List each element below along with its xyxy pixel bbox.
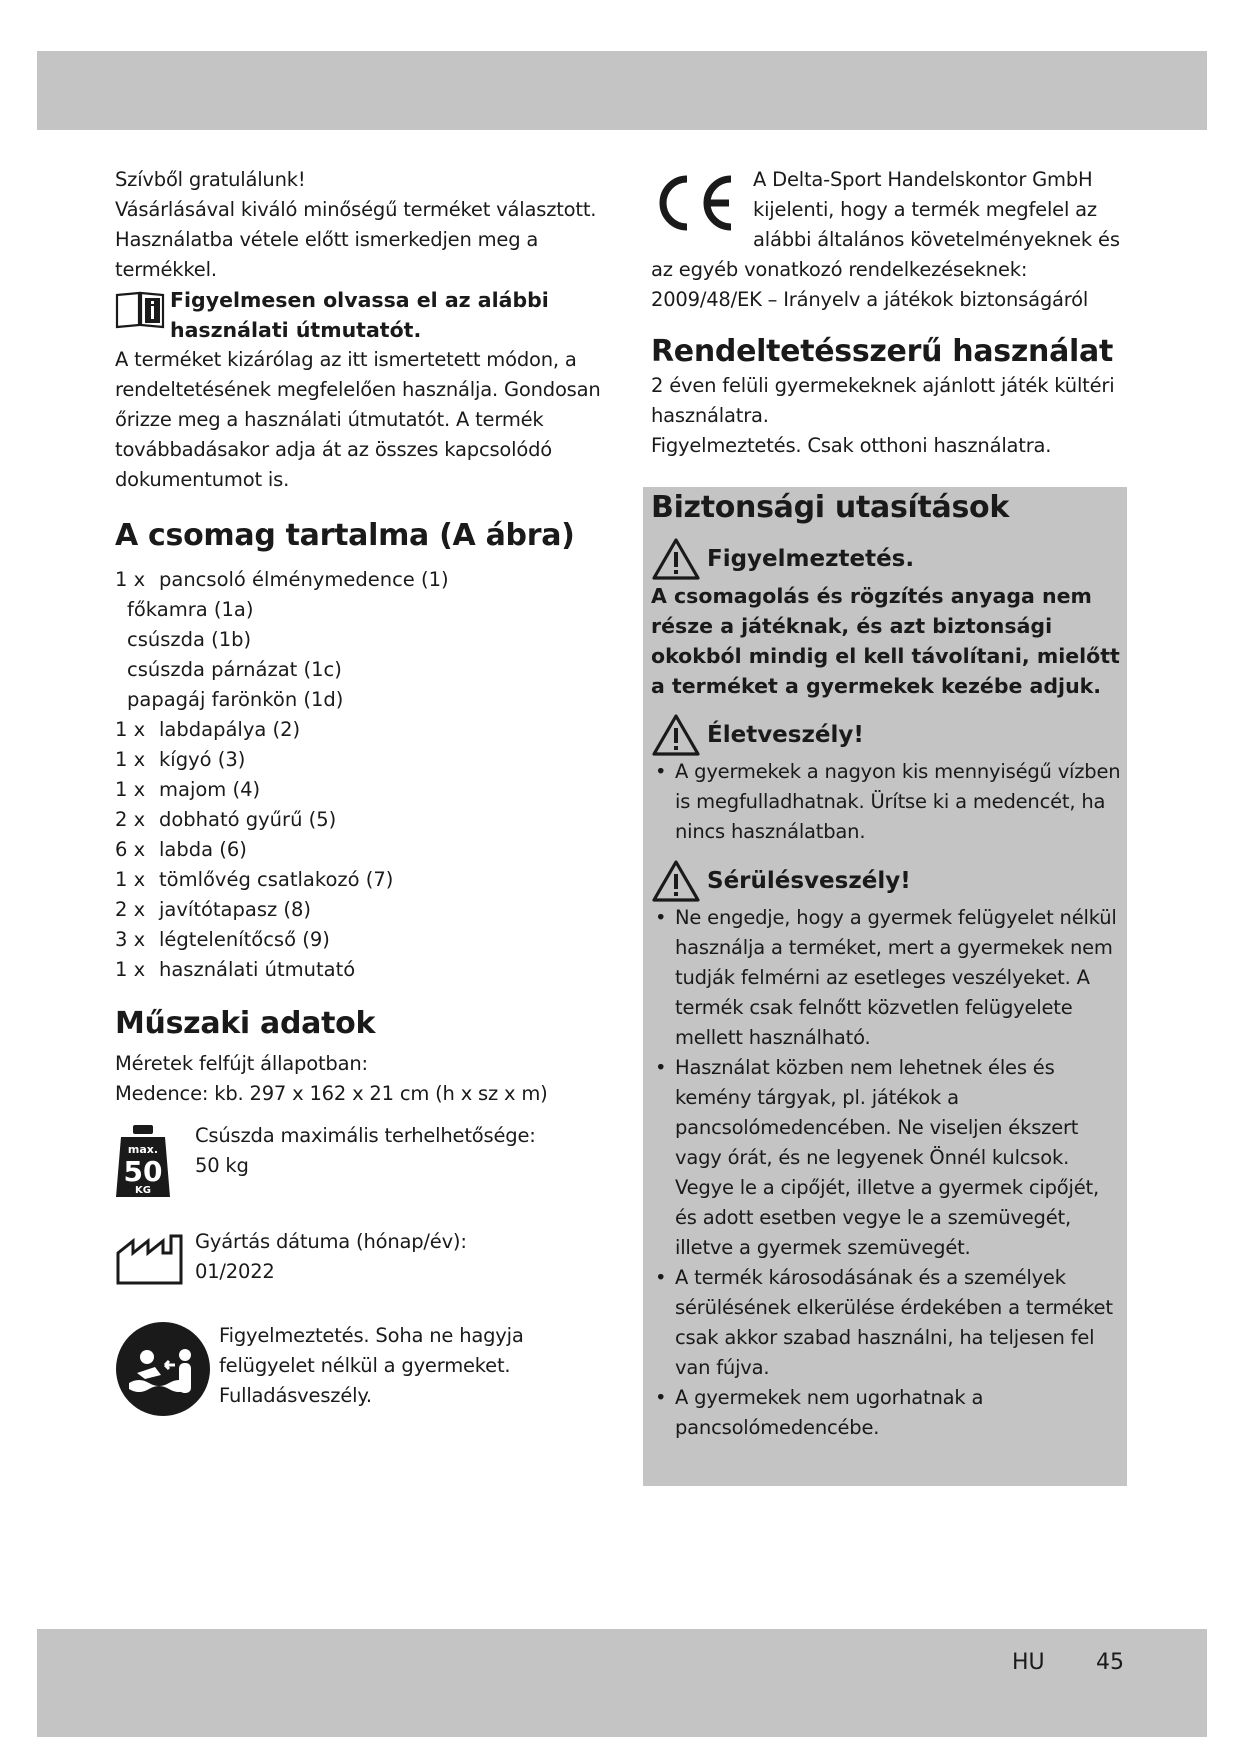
contents-item-name: csúszda (1b) bbox=[127, 628, 252, 651]
contents-item bbox=[115, 655, 605, 685]
intended-use-note: Figyelmeztetés. Csak otthoni használatra. bbox=[651, 434, 1052, 457]
weight-icon-number: 50 bbox=[123, 1155, 163, 1188]
ce-line-2: kijelenti, hogy a termék megfelel az bbox=[753, 198, 1097, 221]
contents-item-qty: 1 x bbox=[115, 718, 146, 741]
contents-heading: A csomag tartalma (A ábra) bbox=[115, 518, 575, 553]
contents-item-qty: 2 x bbox=[115, 898, 146, 921]
contents-item-name: majom (4) bbox=[159, 778, 261, 801]
contents-item-qty: 1 x bbox=[115, 748, 146, 771]
warning-triangle-icon bbox=[651, 859, 701, 903]
contents-item-qty: 2 x bbox=[115, 808, 146, 831]
ce-declaration bbox=[651, 165, 1123, 255]
max-load-row bbox=[115, 1121, 605, 1205]
weight-icon bbox=[115, 1123, 171, 1199]
contents-item-name: labdapálya (2) bbox=[159, 718, 301, 741]
weight-icon-top: max. bbox=[127, 1143, 159, 1156]
contents-item-qty: 6 x bbox=[115, 838, 146, 861]
contents-item bbox=[115, 685, 605, 715]
drowning-warning-icon bbox=[115, 1321, 211, 1417]
intended-use-text: 2 éven felüli gyermekeknek ajánlott játék kültéri használatra. bbox=[651, 374, 1115, 427]
manufacture-date-value: 01/2022 bbox=[195, 1260, 275, 1283]
contents-item bbox=[115, 835, 605, 865]
max-load-label: Csúszda maximális terhelhetősége: bbox=[195, 1124, 536, 1147]
ce-line-4: az egyéb vonatkozó rendelkezéseknek: bbox=[651, 258, 1028, 281]
contents-item bbox=[115, 565, 605, 595]
contents-item-qty: 1 x bbox=[115, 778, 146, 801]
contents-item bbox=[115, 625, 605, 655]
manufacture-date-label: Gyártás dátuma (hónap/év): bbox=[195, 1230, 467, 1253]
safety-bullet: • A gyermekek nem ugorhatnak a pancsolómedencébe. bbox=[651, 1383, 1125, 1443]
intended-use-heading: Rendeltetésszerű használat bbox=[651, 334, 1113, 369]
greeting: Szívből gratulálunk! bbox=[115, 168, 306, 191]
factory-date-icon bbox=[115, 1233, 185, 1285]
ce-mark-icon bbox=[651, 173, 735, 233]
safety-bullet: • A gyermekek a nagyon kis mennyiségű vízben is megfulladhatnak. Ürítse ki a medencét, ha nincs használatban. bbox=[651, 757, 1125, 847]
contents-item-name: használati útmutató bbox=[159, 958, 356, 981]
contents-item-name: főkamra (1a) bbox=[127, 598, 254, 621]
intro-paragraph: Vásárlásával kiváló minőségű terméket választott. Használatba vétele előtt ismerkedjen meg a termékkel. bbox=[115, 198, 597, 281]
contents-item bbox=[115, 925, 605, 955]
footer-language: HU bbox=[1012, 1650, 1045, 1675]
contents-item bbox=[115, 715, 605, 745]
injury-danger-title: Sérülésveszély! bbox=[707, 868, 911, 894]
supervision-warning-text: Figyelmeztetés. Soha ne hagyja felügyelet nélkül a gyermeket. Fulladásveszély. bbox=[219, 1324, 524, 1407]
right-column bbox=[651, 165, 1123, 461]
life-danger-list bbox=[651, 757, 1125, 847]
contents-item-name: kígyó (3) bbox=[159, 748, 246, 771]
weight-icon-unit: KG bbox=[135, 1185, 151, 1196]
injury-danger-header bbox=[651, 859, 1125, 903]
contents-item-name: csúszda párnázat (1c) bbox=[127, 658, 342, 681]
packaging-warning-header bbox=[651, 537, 1125, 581]
contents-item-name: légtelenítőcső (9) bbox=[159, 928, 330, 951]
contents-item-name: labda (6) bbox=[159, 838, 247, 861]
safety-heading: Biztonsági utasítások bbox=[651, 490, 1010, 525]
header-band bbox=[37, 51, 1207, 130]
contents-item-name: papagáj farönkön (1d) bbox=[127, 688, 344, 711]
ce-line-3: alábbi általános követelményeknek és bbox=[753, 228, 1120, 251]
manufacture-date-row bbox=[115, 1227, 605, 1317]
contents-list bbox=[115, 565, 605, 985]
page-number: 45 bbox=[1096, 1650, 1124, 1675]
contents-item bbox=[115, 745, 605, 775]
contents-item-qty: 1 x bbox=[115, 958, 146, 981]
contents-item bbox=[115, 595, 605, 625]
warning-triangle-icon bbox=[651, 713, 701, 757]
supervision-warning-row bbox=[115, 1321, 605, 1421]
contents-item bbox=[115, 805, 605, 835]
packaging-warning-title: Figyelmeztetés. bbox=[707, 546, 915, 572]
contents-item-qty: 1 x bbox=[115, 568, 146, 591]
safety-bullet: • Ne engedje, hogy a gyermek felügyelet nélkül használja a terméket, mert a gyermekek nem tudják felmérni az esetleges veszélyeket. A termék csak felnőtt közvetlen felügyelete mellett használható. bbox=[651, 903, 1125, 1053]
life-danger-header bbox=[651, 713, 1125, 757]
warning-triangle-icon bbox=[651, 537, 701, 581]
contents-item-qty: 3 x bbox=[115, 928, 146, 951]
contents-item bbox=[115, 955, 605, 985]
contents-item bbox=[115, 895, 605, 925]
contents-item-name: dobható gyűrű (5) bbox=[159, 808, 337, 831]
footer-band bbox=[37, 1629, 1207, 1737]
read-instructions-text: Figyelmesen olvassa el az alábbi használati útmutatót. bbox=[170, 288, 549, 342]
contents-item-name: tömlővég csatlakozó (7) bbox=[159, 868, 394, 891]
safety-instructions-box bbox=[643, 487, 1127, 1486]
manual-book-icon bbox=[115, 289, 165, 329]
contents-item-name: javítótapasz (8) bbox=[159, 898, 312, 921]
packaging-warning-text: A csomagolás és rögzítés anyaga nem része a játéknak, és azt biztonsági okokból mindig el kell távolítani, mielőtt a terméket a gyermekek kezébe adjuk. bbox=[651, 584, 1120, 698]
read-instructions-note bbox=[115, 285, 605, 345]
injury-danger-list bbox=[651, 903, 1125, 1443]
dimensions-label: Méretek felfújt állapotban: bbox=[115, 1052, 368, 1075]
life-danger-title: Életveszély! bbox=[707, 722, 864, 748]
safety-bullet: • A termék károsodásának és a személyek sérülésének elkerülése érdekében a terméket csak akkor szabad használni, ha teljesen fel van fújva. bbox=[651, 1263, 1125, 1383]
ce-directive: 2009/48/EK – Irányelv a játékok biztonságáról bbox=[651, 288, 1089, 311]
contents-item-name: pancsoló élménymedence (1) bbox=[159, 568, 449, 591]
contents-item bbox=[115, 865, 605, 895]
max-load-value: 50 kg bbox=[195, 1154, 249, 1177]
contents-item-qty: 1 x bbox=[115, 868, 146, 891]
contents-item bbox=[115, 775, 605, 805]
ce-line-1: A Delta-Sport Handelskontor GmbH bbox=[753, 168, 1093, 191]
usage-paragraph: A terméket kizárólag az itt ismertetett módon, a rendeltetésének megfelelően használja. Gondosan őrizze meg a használati útmutatót. A termék továbbadásakor adja át az összes kapcsolódó dokumentumot is. bbox=[115, 348, 601, 491]
dimensions-value: Medence: kb. 297 x 162 x 21 cm (h x sz x m) bbox=[115, 1082, 548, 1105]
safety-bullet: • Használat közben nem lehetnek éles és kemény tárgyak, pl. játékok a pancsolómedencében. Ne viseljen ékszert vagy órát, és ne legyenek Önnél kulcsok. Vegye le a cipőjét, illetve a gyermek cipőjét, és adott esetben vegye le a szemüvegét, illetve a gyermek szemüvegét. bbox=[651, 1053, 1125, 1263]
technical-heading: Műszaki adatok bbox=[115, 1006, 376, 1041]
left-column bbox=[115, 165, 605, 1421]
